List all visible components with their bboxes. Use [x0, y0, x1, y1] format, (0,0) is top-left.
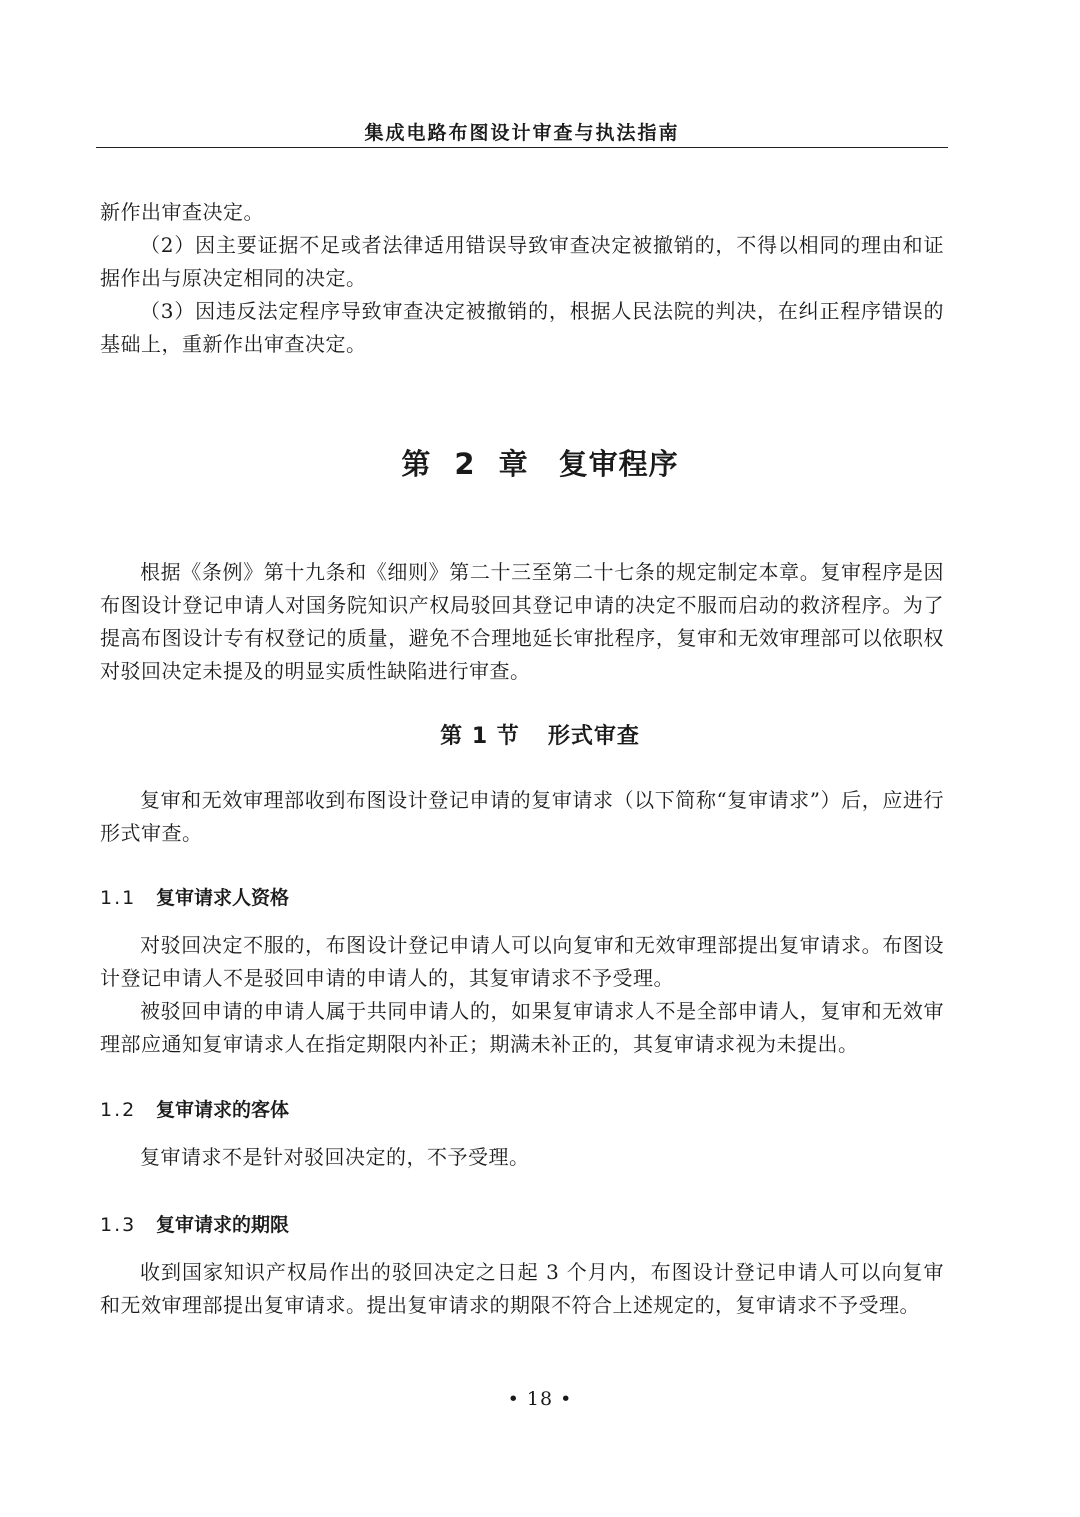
subsection-title: 复审请求的客体	[156, 1099, 290, 1121]
paragraph: 被驳回申请的申请人属于共同申请人的，如果复审请求人不是全部申请人，复审和无效审理部应通知复审请求人在指定期限内补正；期满未补正的，其复审请求视为未提出。	[100, 999, 944, 1056]
paragraph-continued: 新作出审查决定。	[100, 200, 264, 224]
section-intro-paragraph: 复审和无效审理部收到布图设计登记申请的复审请求（以下简称“复审请求”）后，应进行形式审查。	[100, 788, 944, 845]
subsection-heading	[100, 1212, 944, 1238]
paragraph: 对驳回决定不服的，布图设计登记申请人可以向复审和无效审理部提出复审请求。布图设计登记申请人不是驳回申请的申请人的，其复审请求不予受理。	[100, 933, 944, 990]
page-number: • 18 •	[507, 1388, 573, 1410]
subsection-number: 1.3	[100, 1214, 137, 1236]
section-name: 形式审查	[547, 724, 640, 749]
paragraph: 收到国家知识产权局作出的驳回决定之日起 3 个月内，布图设计登记申请人可以向复审和无效审理部提出复审请求。提出复审请求的期限不符合上述规定的，复审请求不予受理。	[100, 1260, 944, 1317]
section-title	[0, 719, 1080, 750]
header-rule	[96, 147, 948, 148]
section-number: 第 1 节	[440, 724, 520, 749]
subsection-heading	[100, 885, 944, 911]
subsection-number: 1.2	[100, 1099, 137, 1121]
paragraph-item-2: （2）因主要证据不足或者法律适用错误导致审查决定被撤销的，不得以相同的理由和证据作出与原决定相同的决定。	[100, 233, 944, 290]
subsection-title: 复审请求的期限	[156, 1214, 290, 1236]
running-header: 集成电路布图设计审查与执法指南	[364, 122, 680, 144]
subsection-title: 复审请求人资格	[156, 887, 290, 909]
subsection-heading	[100, 1097, 944, 1123]
paragraph-item-3: （3）因违反法定程序导致审查决定被撤销的，根据人民法院的判决，在纠正程序错误的基础上，重新作出审查决定。	[100, 299, 944, 356]
chapter-title: 第 2 章 复审程序	[401, 447, 679, 481]
paragraph: 复审请求不是针对驳回决定的，不予受理。	[140, 1145, 530, 1169]
chapter-intro-paragraph: 根据《条例》第十九条和《细则》第二十三至第二十七条的规定制定本章。复审程序是因布图设计登记申请人对国务院知识产权局驳回其登记申请的决定不服而启动的救济程序。为了提高布图设计专有权登记的质量，避免不合理地延长审批程序，复审和无效审理部可以依职权对驳回决定未提及的明显实质性缺陷进行审查。	[100, 560, 944, 683]
subsection-number: 1.1	[100, 887, 137, 909]
